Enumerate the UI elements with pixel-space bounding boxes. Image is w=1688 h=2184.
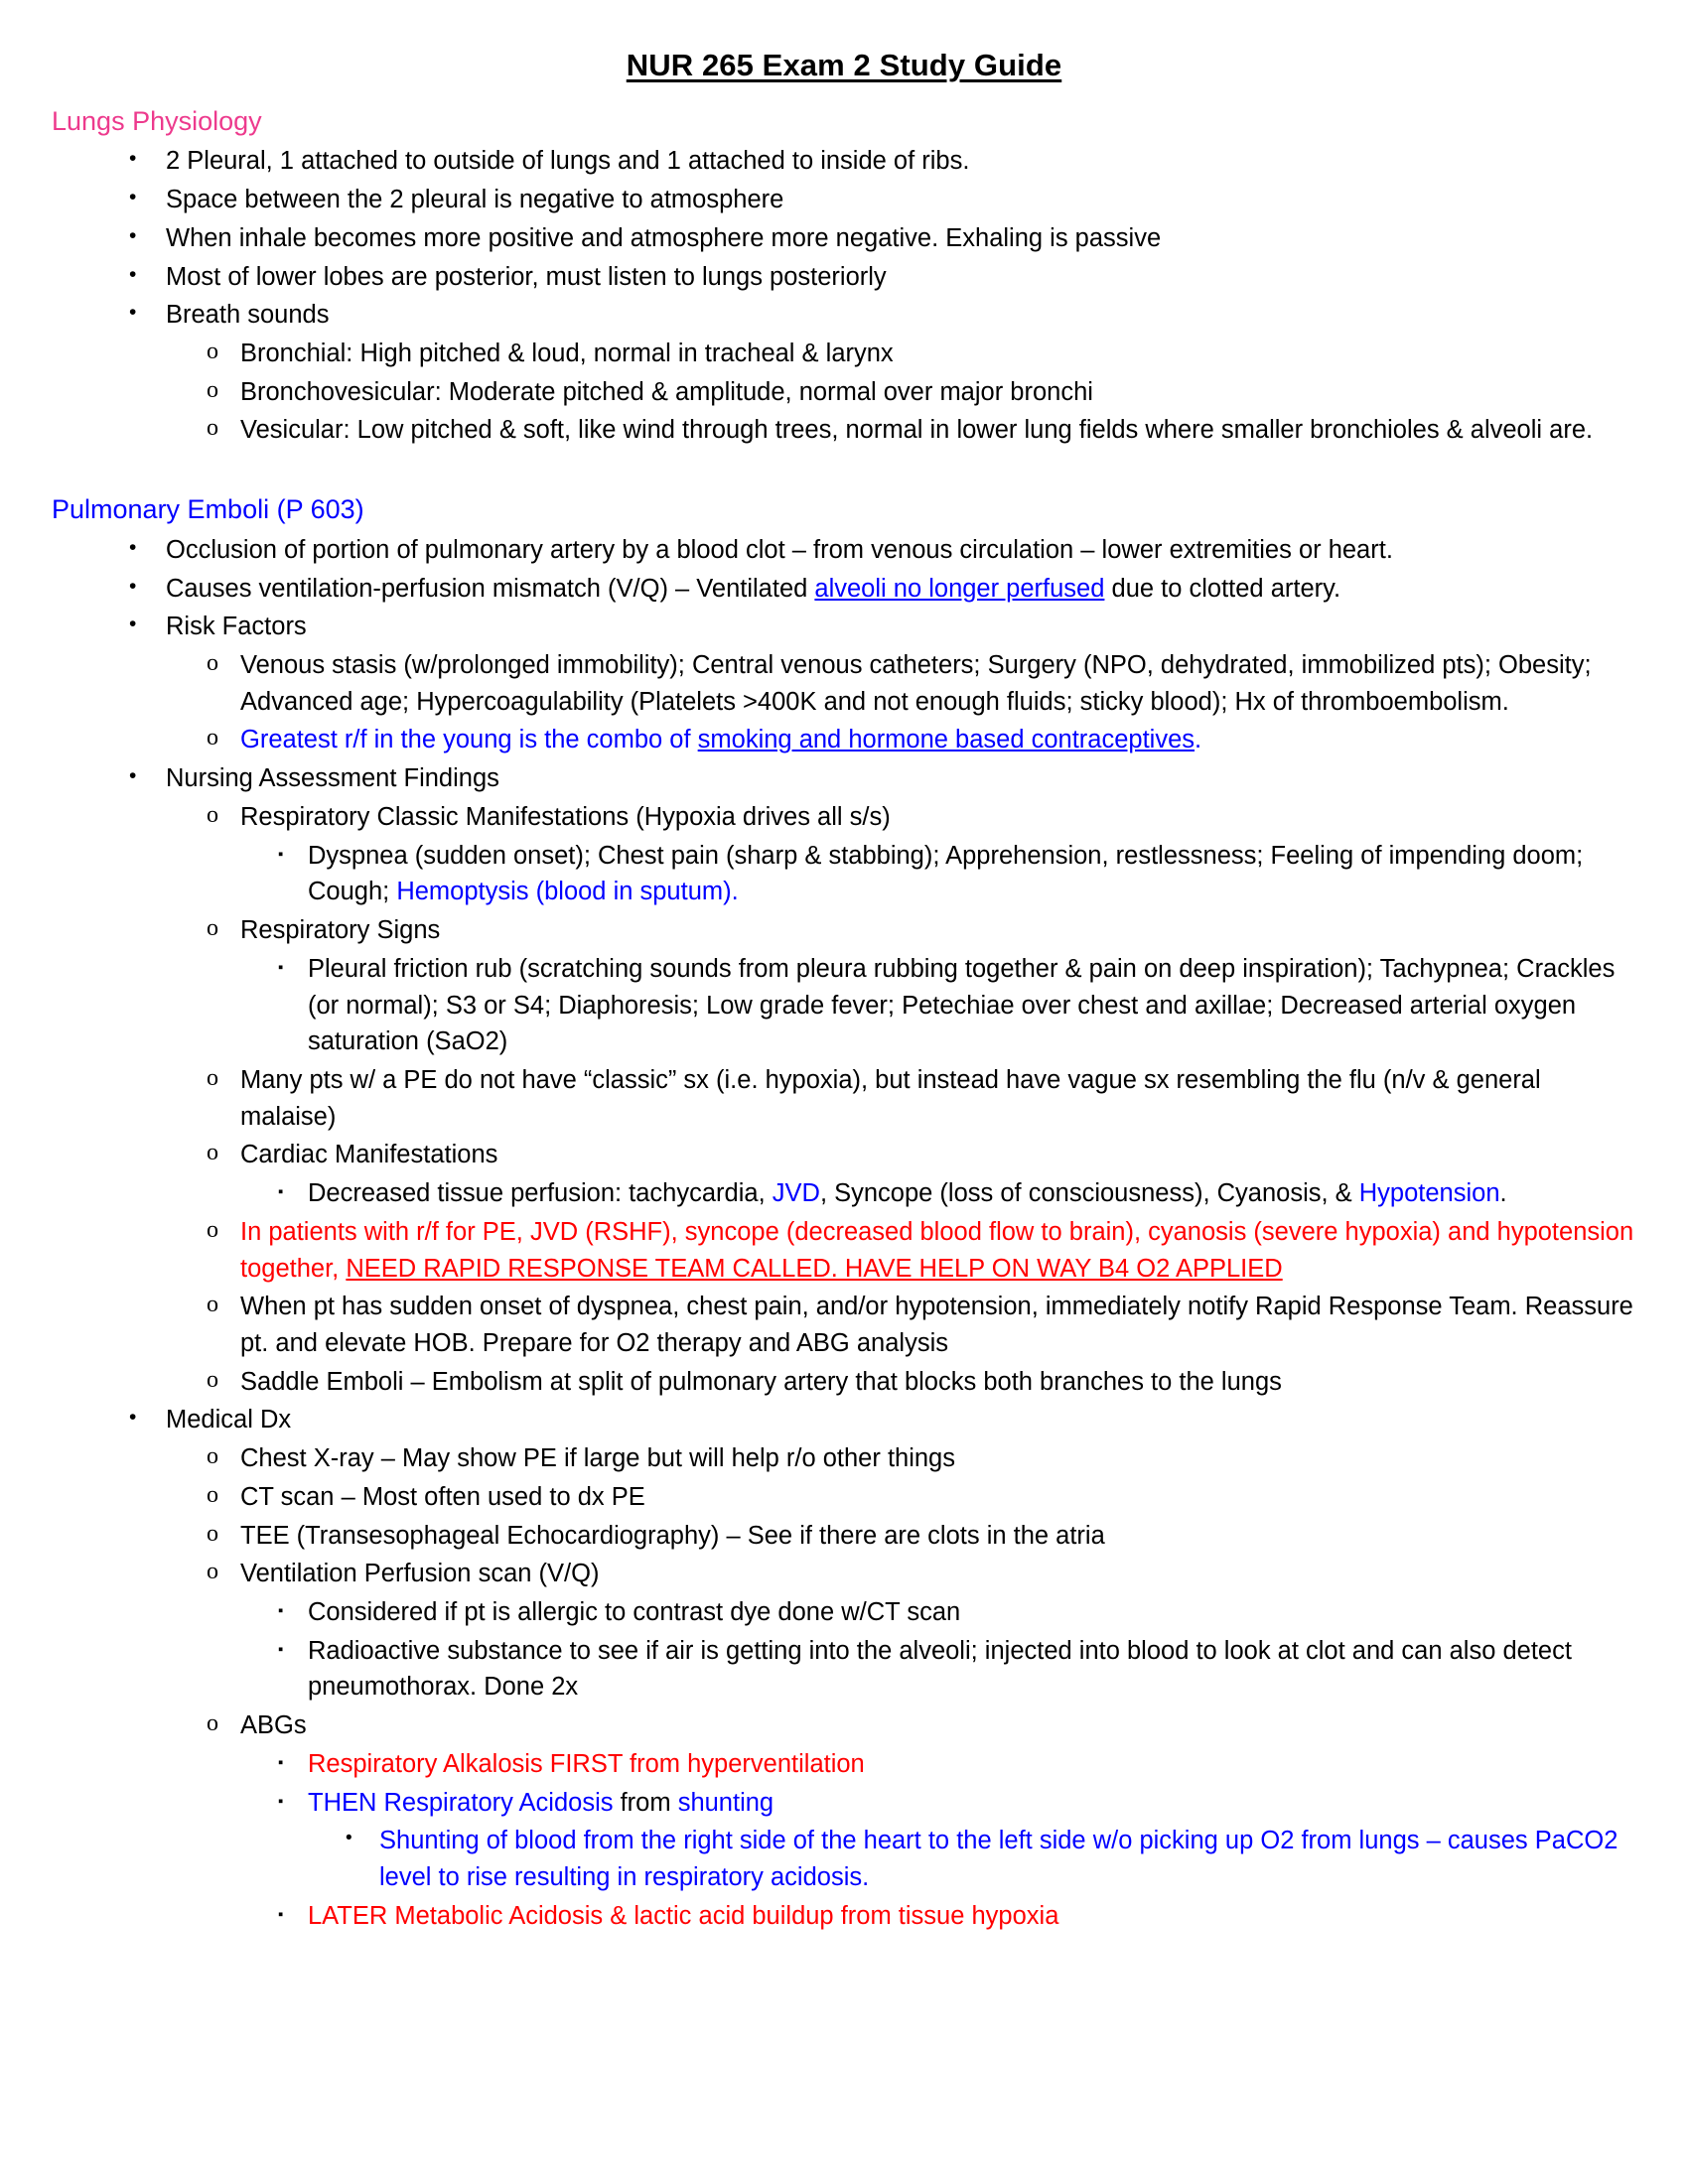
list-item bbox=[52, 373, 1636, 412]
list-item-text: TEE (Transesophageal Echocardiography) – See if there are clots in the atria bbox=[240, 1521, 1105, 1550]
list-item-text bbox=[166, 571, 1636, 608]
list-item-text: Bronchovesicular: Moderate pitched & amplitude, normal over major bronchi bbox=[240, 377, 1093, 406]
text-run: Decreased tissue perfusion: tachycardia, bbox=[308, 1179, 773, 1208]
list-item bbox=[52, 837, 1636, 911]
list-item bbox=[52, 1784, 1636, 1823]
blue-run: JVD bbox=[772, 1179, 820, 1208]
list-item bbox=[52, 1136, 1636, 1174]
list-item bbox=[52, 1706, 1636, 1745]
list-item bbox=[52, 646, 1636, 721]
list-item bbox=[52, 1061, 1636, 1136]
blue-run: Hemoptysis (blood in sputum). bbox=[396, 878, 739, 906]
text-run: Dyspnea (sudden onset); Chest pain (sharp & stabbing); Apprehension, restlessness; Feeling of impending doom; Cough; bbox=[308, 841, 1584, 906]
list-item-text: Considered if pt is allergic to contrast dye done w/CT scan bbox=[308, 1598, 961, 1627]
list-item bbox=[52, 1593, 1636, 1632]
section-spacer bbox=[52, 450, 1636, 493]
bullet-level2-icon: o bbox=[207, 1520, 218, 1547]
list-item bbox=[52, 1517, 1636, 1556]
text-run: . bbox=[1195, 726, 1202, 754]
underlined-run: smoking and hormone based contraceptives bbox=[697, 726, 1196, 754]
bullet-level3-icon: ▪ bbox=[278, 1640, 284, 1658]
list-item-text: Chest X-ray – May show PE if large but will help r/o other things bbox=[240, 1444, 955, 1473]
bullet-level2-icon: o bbox=[207, 1443, 218, 1470]
list-item bbox=[52, 608, 1636, 646]
bullet-level2-icon: o bbox=[207, 801, 218, 828]
bullet-level2-icon: o bbox=[207, 1216, 218, 1243]
bullet-level3-icon: ▪ bbox=[278, 845, 284, 863]
list-item bbox=[52, 1478, 1636, 1517]
list-item bbox=[52, 950, 1636, 1061]
list-item-text: Occlusion of portion of pulmonary artery by a blood clot – from venous circulation – lower extremities or heart. bbox=[166, 535, 1393, 564]
list-item-text: Bronchial: High pitched & loud, normal in tracheal & larynx bbox=[240, 339, 894, 367]
text-run: . bbox=[1499, 1179, 1507, 1208]
bullet-level1-icon: • bbox=[129, 574, 137, 598]
underlined-blue-run: alveoli no longer perfused bbox=[814, 574, 1105, 603]
list-item bbox=[52, 1555, 1636, 1593]
list-item-text: Respiratory Classic Manifestations (Hypoxia drives all s/s) bbox=[240, 802, 891, 831]
list-item-text: Medical Dx bbox=[166, 1406, 292, 1434]
text-run: Greatest r/f in the young is the combo of bbox=[240, 726, 698, 754]
list-item bbox=[52, 911, 1636, 950]
list-item bbox=[52, 1363, 1636, 1402]
bullet-level1-icon: • bbox=[129, 223, 137, 247]
list-item bbox=[52, 759, 1636, 798]
list-item-text: Many pts w/ a PE do not have “classic” sx (i.e. hypoxia), but instead have vague sx resembling the flu (n/v & general malaise) bbox=[240, 1065, 1541, 1131]
list-item bbox=[52, 1745, 1636, 1784]
list-item-text: Breath sounds bbox=[166, 301, 330, 330]
text-run: In patients with r/f for PE, JVD (RSHF), syncope (decreased blood flow to brain), cyanosis (severe hypoxia) and hypotension together, bbox=[240, 1217, 1634, 1283]
bullet-level2-icon: o bbox=[207, 725, 218, 751]
bullet-level4-icon: • bbox=[346, 1828, 352, 1849]
bullet-level1-icon: • bbox=[129, 764, 137, 788]
bullet-level2-icon: o bbox=[207, 1710, 218, 1737]
list-item-text: ABGs bbox=[240, 1711, 307, 1740]
list-item-text: CT scan – Most often used to dx PE bbox=[240, 1482, 645, 1511]
list-item-text: Shunting of blood from the right side of the heart to the left side w/o picking up O2 from lungs – causes PaCO2 level to rise resulting in respiratory acidosis. bbox=[379, 1827, 1618, 1892]
list-item bbox=[52, 721, 1636, 759]
text-run: , Syncope (loss of consciousness), Cyanosis, & bbox=[819, 1179, 1359, 1208]
document-title: NUR 265 Exam 2 Study Guide bbox=[626, 48, 1062, 82]
bullet-level2-icon: o bbox=[207, 1292, 218, 1318]
list-item bbox=[52, 1897, 1636, 1936]
bullet-level3-icon: ▪ bbox=[278, 1753, 284, 1771]
list-item-text: Ventilation Perfusion scan (V/Q) bbox=[240, 1560, 600, 1588]
list-item bbox=[52, 570, 1636, 609]
list-item bbox=[52, 1822, 1636, 1896]
bullet-level1-icon: • bbox=[129, 613, 137, 636]
bullet-level2-icon: o bbox=[207, 1481, 218, 1508]
list-item-text: Pleural friction rub (scratching sounds from pleura rubbing together & pain on deep inspiration); Tachypnea; Crackles (or normal); S3 or S4; Diaphoresis; Low grade fever; Petechiae over chest and axillae; Decreased arterial oxygen saturation (SaO2) bbox=[308, 954, 1616, 1056]
text-run: Causes ventilation-perfusion mismatch (V/Q) – Ventilated bbox=[166, 574, 815, 603]
section-heading-lungs-physiology: Lungs Physiology bbox=[52, 105, 262, 136]
text-run: from bbox=[613, 1788, 678, 1817]
list-item-text: Risk Factors bbox=[166, 613, 307, 641]
bullet-level2-icon: o bbox=[207, 1559, 218, 1585]
bullet-level2-icon: o bbox=[207, 915, 218, 942]
bullet-level1-icon: • bbox=[129, 186, 137, 209]
bullet-level1-icon: • bbox=[129, 301, 137, 325]
list-item bbox=[52, 1288, 1636, 1362]
list-item bbox=[52, 335, 1636, 373]
bullet-level2-icon: o bbox=[207, 1140, 218, 1166]
list-item bbox=[52, 296, 1636, 335]
bullet-level2-icon: o bbox=[207, 1366, 218, 1393]
bullet-level1-icon: • bbox=[129, 262, 137, 286]
list-item-text bbox=[308, 838, 1636, 910]
section-heading-pulmonary-emboli: Pulmonary Emboli (P 603) bbox=[52, 494, 364, 525]
list-item bbox=[52, 219, 1636, 258]
list-item-text: Most of lower lobes are posterior, must listen to lungs posteriorly bbox=[166, 262, 887, 291]
list-item bbox=[52, 1439, 1636, 1478]
list-item bbox=[52, 798, 1636, 837]
bullet-level2-icon: o bbox=[207, 338, 218, 364]
blue-run: THEN Respiratory Acidosis bbox=[308, 1788, 614, 1817]
list-item-text: Space between the 2 pleural is negative to atmosphere bbox=[166, 186, 784, 214]
list-item-text: LATER Metabolic Acidosis & lactic acid buildup from tissue hypoxia bbox=[308, 1901, 1059, 1930]
list-item-text: When inhale becomes more positive and atmosphere more negative. Exhaling is passive bbox=[166, 223, 1162, 252]
blue-run: shunting bbox=[677, 1788, 774, 1817]
list-item bbox=[52, 142, 1636, 181]
list-item-text: Nursing Assessment Findings bbox=[166, 764, 499, 793]
list-item bbox=[52, 181, 1636, 219]
list-item-text: Vesicular: Low pitched & soft, like wind through trees, normal in lower lung fields where smaller bronchioles & alveoli are. bbox=[240, 416, 1594, 445]
list-item-text: 2 Pleural, 1 attached to outside of lungs and 1 attached to inside of ribs. bbox=[166, 147, 970, 176]
bullet-level3-icon: ▪ bbox=[278, 1183, 284, 1201]
bullet-level3-icon: ▪ bbox=[278, 1602, 284, 1620]
list-item bbox=[52, 1174, 1636, 1213]
bullet-level3-icon: ▪ bbox=[278, 1792, 284, 1810]
bullet-level3-icon: ▪ bbox=[278, 1905, 284, 1923]
list-item-text bbox=[308, 1175, 1636, 1212]
list-item bbox=[52, 1401, 1636, 1439]
list-item bbox=[52, 411, 1636, 450]
list-item-text bbox=[308, 1785, 1636, 1822]
list-item-text: Cardiac Manifestations bbox=[240, 1141, 498, 1169]
list-item-text bbox=[240, 1214, 1636, 1287]
bullet-level1-icon: • bbox=[129, 535, 137, 559]
bullet-level2-icon: o bbox=[207, 1064, 218, 1091]
list-item-text bbox=[240, 722, 1636, 758]
bullet-level1-icon: • bbox=[129, 147, 137, 171]
blue-run: Hypotension bbox=[1358, 1179, 1500, 1208]
bullet-level2-icon: o bbox=[207, 650, 218, 677]
list-item-text: Respiratory Signs bbox=[240, 916, 441, 945]
list-item-text: Venous stasis (w/prolonged immobility); Central venous catheters; Surgery (NPO, dehydrated, immobilized pts); Obesity; Advanced age; Hypercoagulability (Platelets >400K and not enough fluids; sticky blood); Hx of thromboembolism. bbox=[240, 651, 1592, 716]
text-run: due to clotted artery. bbox=[1104, 574, 1341, 603]
list-item bbox=[52, 1213, 1636, 1288]
list-item-text: Saddle Emboli – Embolism at split of pulmonary artery that blocks both branches to the lungs bbox=[240, 1367, 1282, 1396]
bullet-level2-icon: o bbox=[207, 376, 218, 403]
underlined-run: NEED RAPID RESPONSE TEAM CALLED. HAVE HELP ON WAY B4 O2 APPLIED bbox=[346, 1254, 1283, 1283]
list-item bbox=[52, 531, 1636, 570]
bullet-level3-icon: ▪ bbox=[278, 958, 284, 976]
bullet-level1-icon: • bbox=[129, 1406, 137, 1430]
list-item-text: Respiratory Alkalosis FIRST from hyperventilation bbox=[308, 1749, 865, 1778]
list-item bbox=[52, 1632, 1636, 1706]
bullet-level2-icon: o bbox=[207, 415, 218, 442]
list-item bbox=[52, 258, 1636, 297]
list-item-text: Radioactive substance to see if air is getting into the alveoli; injected into blood to look at clot and can also detect pneumothorax. Done 2x bbox=[308, 1636, 1572, 1702]
list-item-text: When pt has sudden onset of dyspnea, chest pain, and/or hypotension, immediately notify Rapid Response Team. Reassure pt. and elevate HOB. Prepare for O2 therapy and ABG analysis bbox=[240, 1293, 1633, 1357]
